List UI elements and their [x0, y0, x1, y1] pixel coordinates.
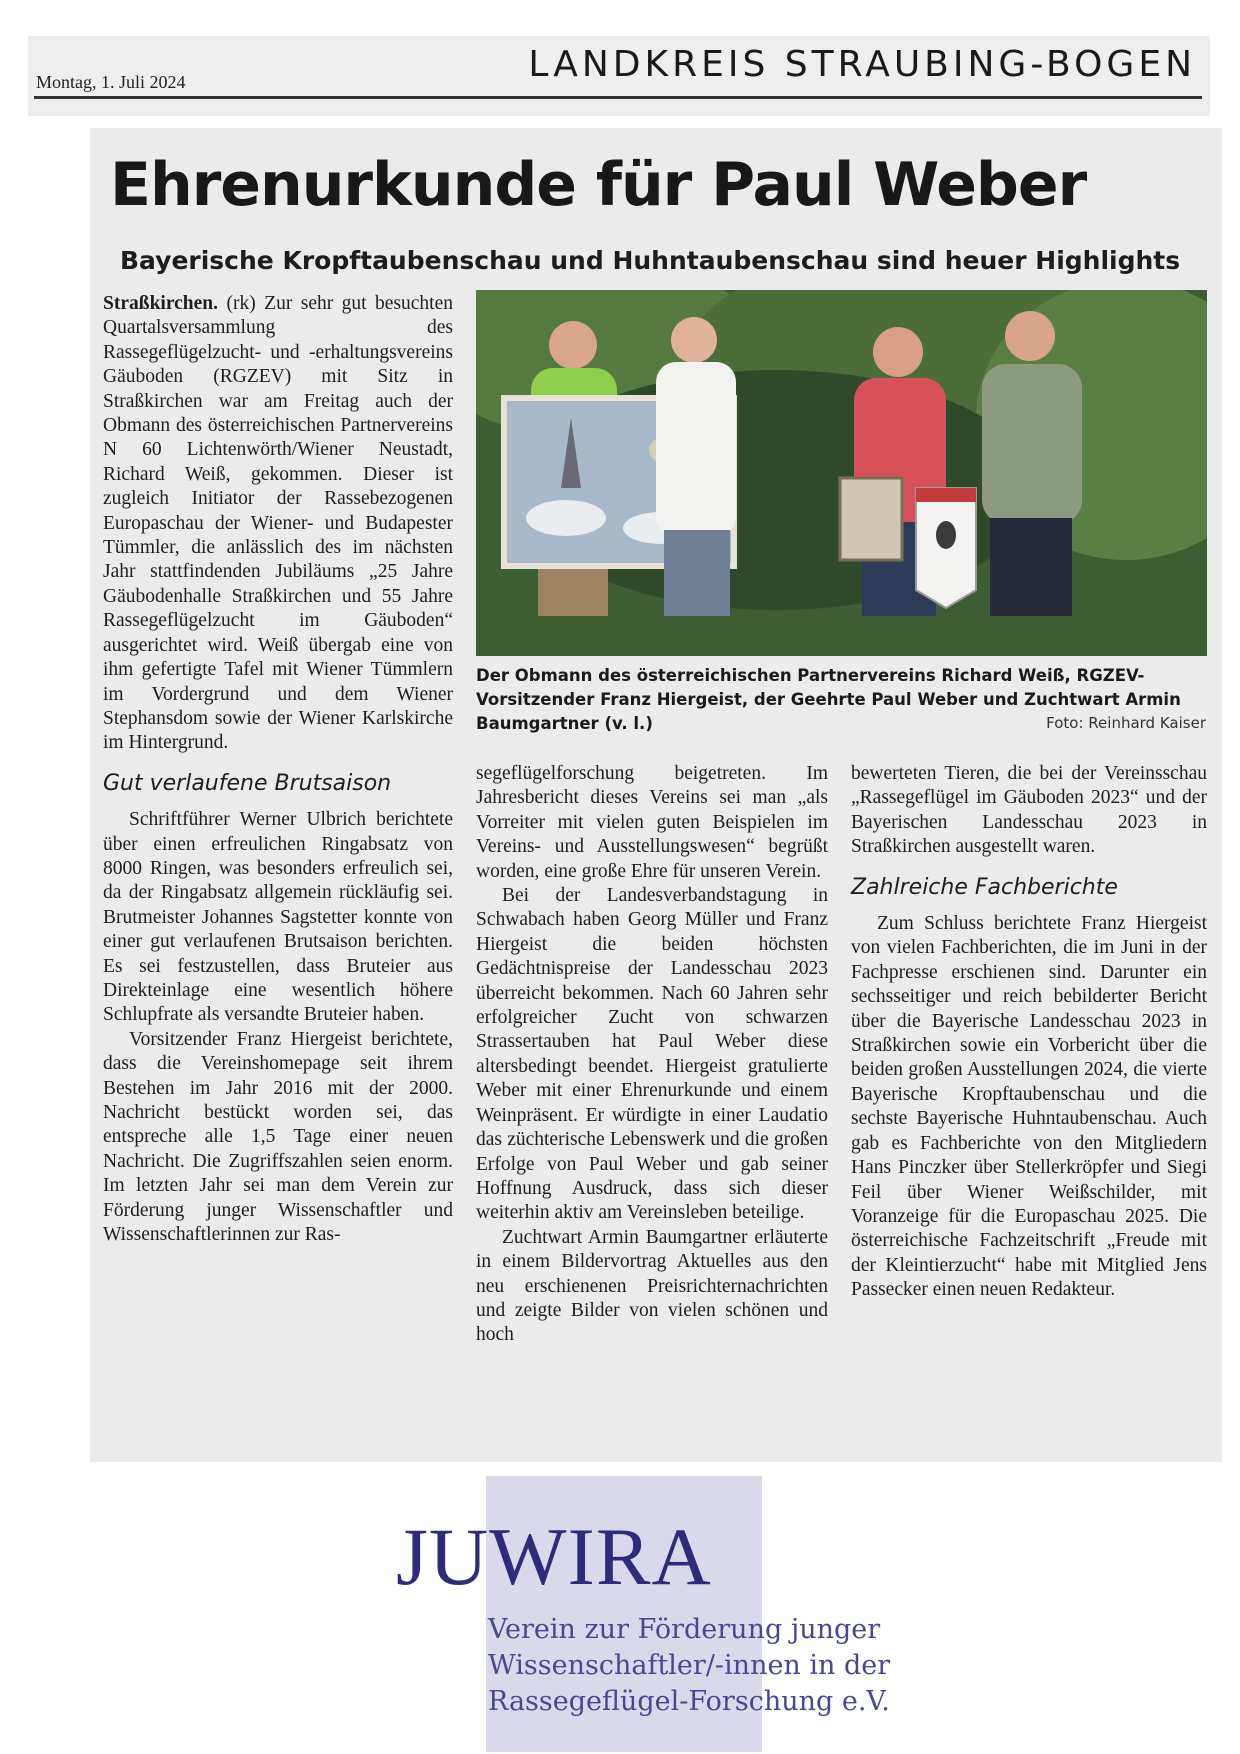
photo-credit: Foto: Reinhard Kaiser	[1046, 714, 1206, 732]
column-3	[851, 762, 1207, 1303]
photo-caption: Der Obmann des österreichischen Partnervereins Richard Weiß, RGZEV-Vorsitzender Franz Hiergeist, der Geehrte Paul Weber und Zuchtwart Armin Baumgartner (v. l.)	[476, 666, 1181, 733]
lead-text: (rk) Zur sehr gut besuchten Quartalsversammlung des Rassegeflügelzucht- und -erhaltungsvereins Gäuboden (RGZEV) mit Sitz in Straßkirchen war am Freitag auch der Obmann des österreichischen Partnervereins N 60 Lichtenwörth/Wiener Neustadt, Richard Weiß, gekommen. Dieser ist zugleich Initiator der Rassebezogenen Europaschau der Wiener- und Budapester Tümmler, die anlässlich des im nächsten Jahr stattfindenden Jubiläums „25 Jahre Gäubodenhalle Straßkirchen und 55 Jahre Rassegeflügelzucht im Gäuboden“ ausgerichtet wird. Weiß übergab eine von ihm gefertigte Tafel mit Wiener Tümmlern im Vordergrund und dem Wiener Stephansdom sowie der Wiener Karlskirche im Hintergrund.	[103, 293, 454, 754]
paragraph: Zuchtwart Armin Baumgartner erläuterte in einem Bildervortrag Aktuelles aus den neu erschienenen Preisrichternachrichten und zeigte Bilder von vielen schönen und hoch	[476, 1226, 828, 1346]
lead-paragraph	[103, 292, 453, 756]
subheadline: Bayerische Kropftaubenschau und Huhntaubenschau sind heuer Highlights	[120, 246, 1181, 275]
juwira-logo: JUWIRA	[396, 1511, 712, 1602]
section-name: LANDKREIS STRAUBING-BOGEN	[528, 44, 1196, 85]
paragraph: Vorsitzender Franz Hiergeist berichtete, dass die Vereinshomepage seit ihrem Bestehen im Jahr 2016 mit der 2000. Nachricht bestückt worden sei, das entspreche alle 1,5 Tage einer neuen Nachricht. Die Zugriffszahlen seien enorm. Im letzten Jahr sei man dem Verein zur Förderung junger Wissenschaftler und Wissenschaftlerinnen zur Ras-	[103, 1028, 453, 1246]
org-name-line-3: Rassegeflügel-Forschung e.V.	[488, 1686, 890, 1717]
subheading-brutsaison: Gut verlaufene Brutsaison	[103, 770, 392, 796]
org-name-line-2: Wissenschaftler/-innen in der	[488, 1650, 891, 1681]
paragraph: segeflügelforschung beigetreten. Im Jahresbericht dieses Vereins sei man „als Vorreiter mit vielen guten Beispielen im Vereins- und Ausstellungswesen“ begrüßt worden, eine große Ehre für unseren Verein.	[476, 763, 828, 882]
issue-date: Montag, 1. Juli 2024	[36, 72, 186, 92]
header-rule	[34, 96, 1202, 99]
dateline: Straßkirchen.	[103, 293, 219, 314]
column-1	[103, 292, 453, 1247]
group-photo	[476, 290, 1207, 656]
paragraph: Zum Schluss berichtete Franz Hiergeist von vielen Fachberichten, die im Juni in der Fachpresse erschienen sind. Darunter ein sechsseitiger und reich bebilderter Bericht über die Bayerische Landesschau 2023 in Straßkirchen sowie ein Vorbericht über die beiden großen Ausstellungen 2024, die vierte Bayerische Kropftaubenschau und die sechste Bayerische Huhntaubenschau. Auch gab es Fachberichte von den Mitgliedern Hans Pinczker über Stellerkröpfer und Siegi Feil über Wiener Weißschilder, mit Voranzeige für die Europaschau 2025. Die österreichische Fachzeitschrift „Freude mit der Kleintierzucht“ habe mit Mitglied Jens Passecker einen neuen Redakteur.	[851, 913, 1207, 1301]
paragraph: bewerteten Tieren, die bei der Vereinsschau „Rassegeflügel im Gäuboden 2023“ und der Bayerischen Landesschau 2023 in Straßkirchen ausgestellt waren.	[851, 763, 1207, 858]
org-name-line-1: Verein zur Förderung junger	[488, 1614, 881, 1645]
paragraph: Bei der Landesverbandstagung in Schwabach haben Georg Müller und Franz Hiergeist die beiden höchsten Gedächtnispreise der Landesschau 2023 überreicht bekommen. Nach 60 Jahren sehr erfolgreicher Zucht von schwarzen Strassertauben hat Paul Weber diese altersbedingt beendet. Hiergeist gratulierte Weber mit einer Ehrenurkunde und einem Weinpräsent. Er würdigte in einer Laudatio das züchterische Lebenswerk und die großen Erfolge von Paul Weber und gab seiner Hoffnung Ausdruck, dass sich dieser weiterhin aktiv am Vereinsleben beteilige.	[476, 885, 828, 1224]
column-2	[476, 762, 828, 1348]
headline: Ehrenurkunde für Paul Weber	[110, 150, 1087, 220]
paragraph: Schriftführer Werner Ulbrich berichtete über einen erfreulichen Ringabsatz von 8000 Ringen, was besonders erfreulich sei, da der Ringabsatz allgemein rückläufig sei. Brutmeister Johannes Sagstetter konnte von einer gut verlaufenen Brutsaison berichten. Es sei festzustellen, dass Bruteier aus Direkteinlage eine wesentlich höhere Schlupfrate als versandte Bruteier haben.	[103, 809, 453, 1026]
subheading-fachberichte: Zahlreiche Fachberichte	[851, 874, 1118, 900]
